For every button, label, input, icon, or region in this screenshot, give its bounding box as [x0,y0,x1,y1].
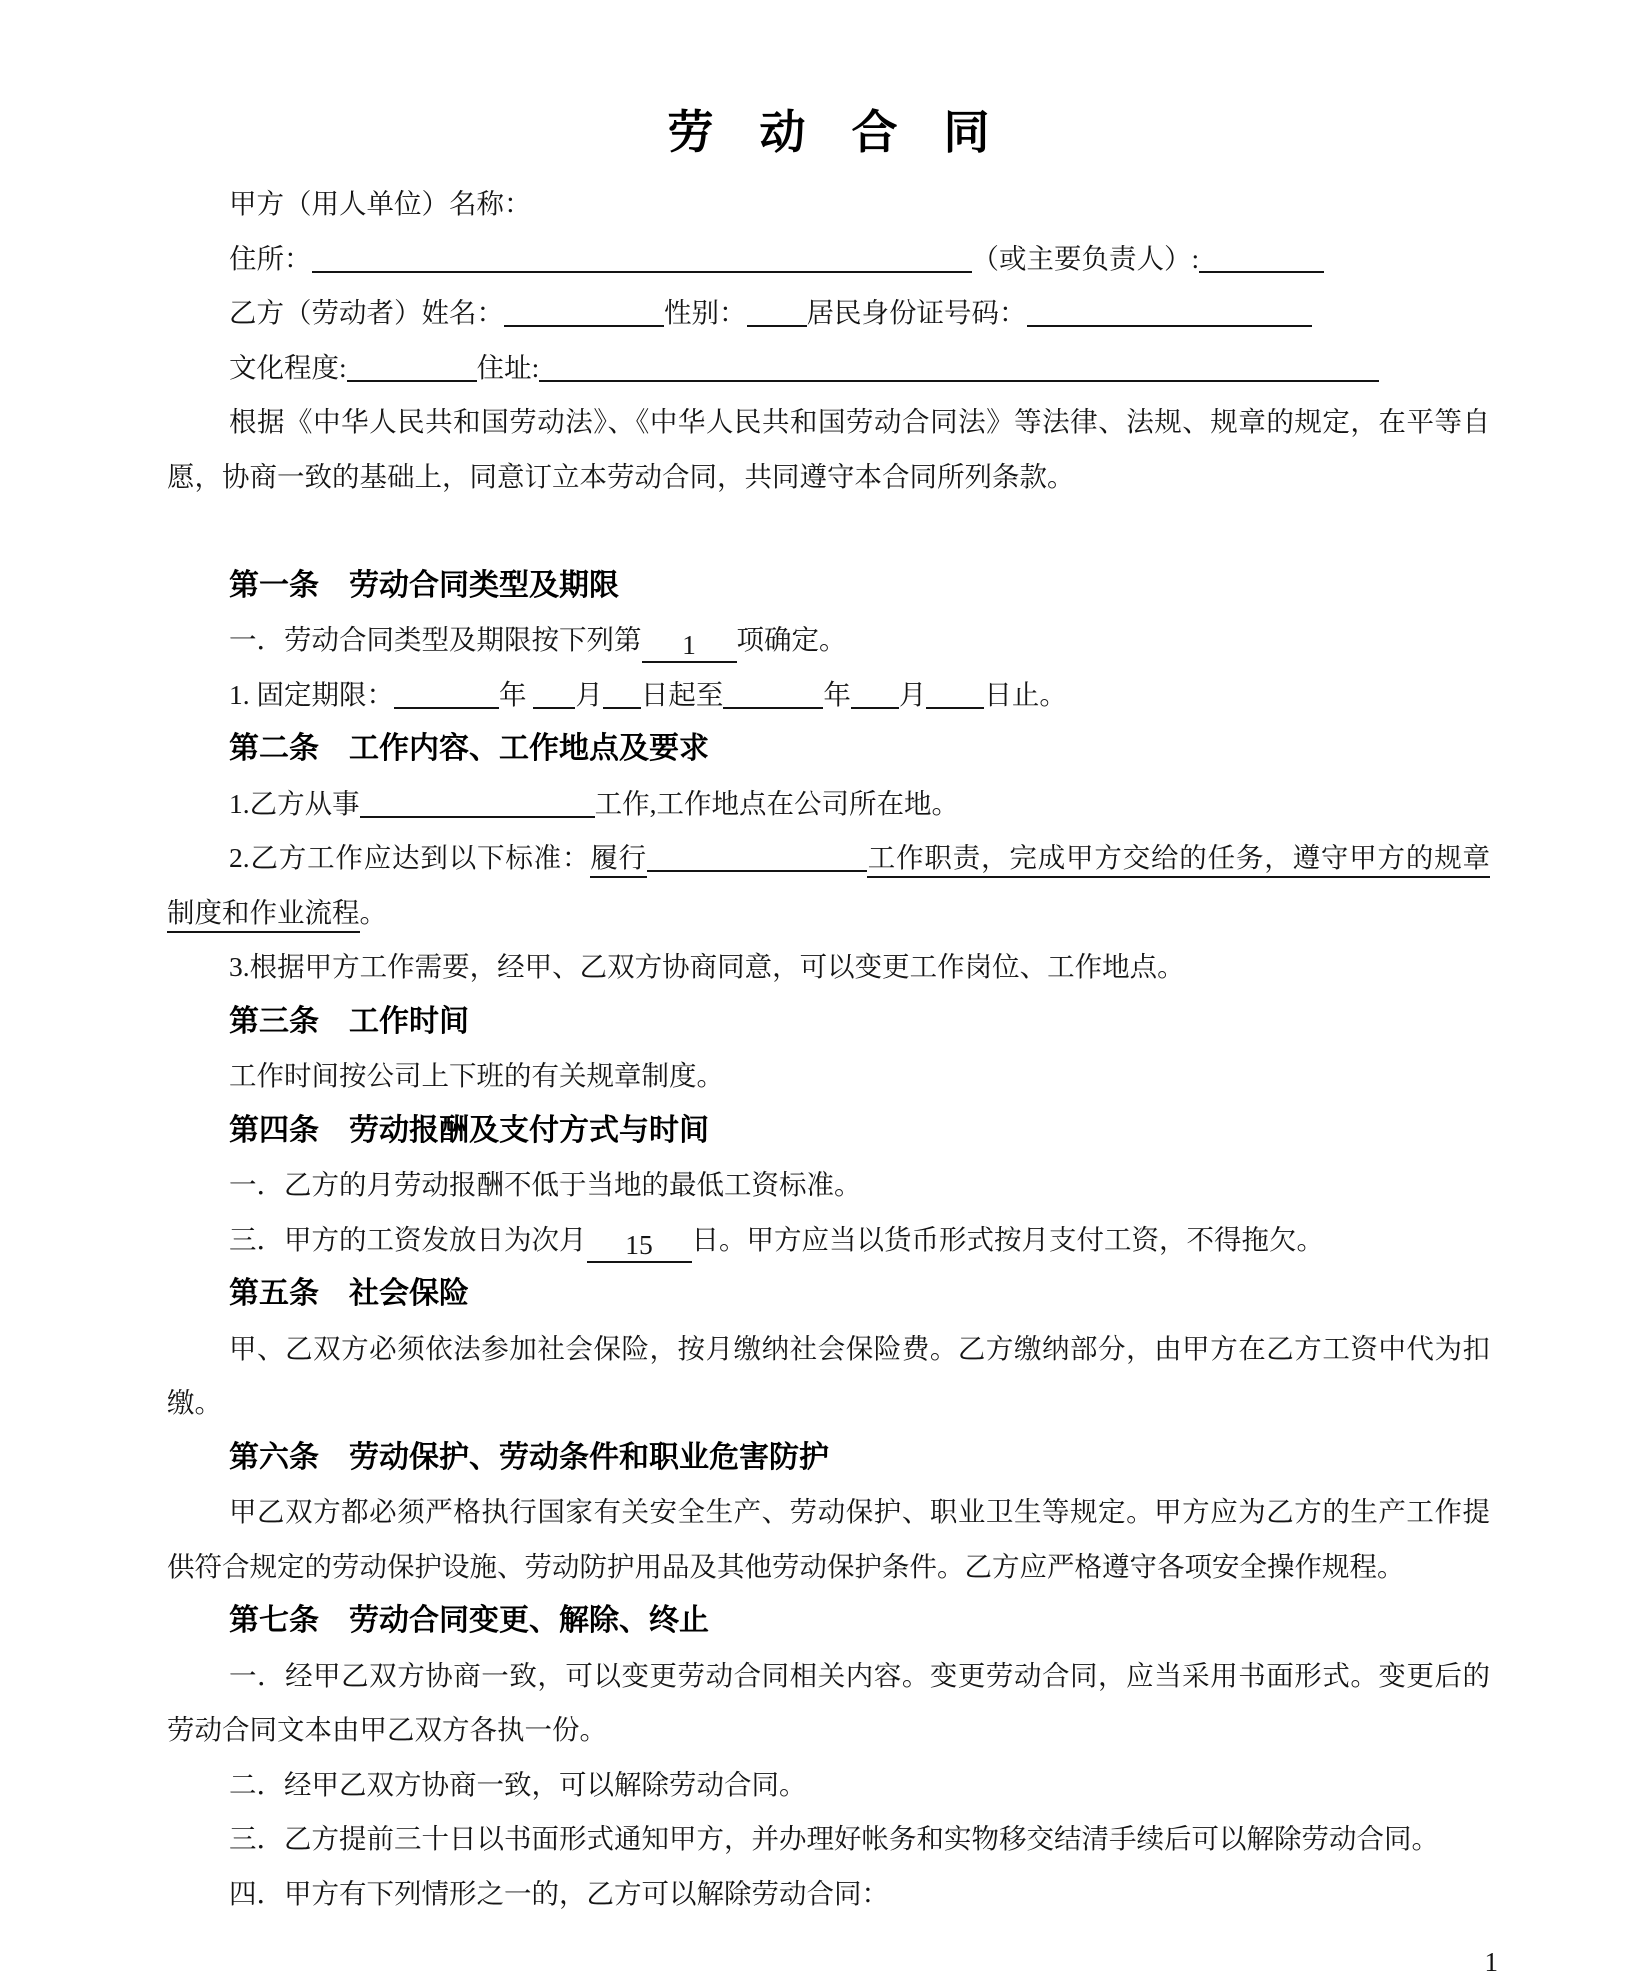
blank-field[interactable] [747,291,807,327]
field-line [167,177,1490,232]
text-run: 愿，协商一致的基础上，同意订立本劳动合同，共同遵守本合同所列条款。 [167,460,1075,492]
text-run: 年 [499,678,534,710]
text-line [167,940,1490,995]
blank-field[interactable] [926,673,984,709]
text-run: 1. 固定期限： [229,678,394,710]
text-line [167,886,1490,941]
text-line [167,1540,1490,1595]
text-line [167,1485,1490,1540]
blank-field[interactable] [533,673,575,709]
text-run: 工作,工作地点在公司所在地。 [594,787,959,819]
section-heading [167,1104,1490,1159]
text-run: 第一条 劳动合同类型及期限 [229,568,619,602]
blank-field[interactable] [347,346,477,382]
section-heading [167,1431,1490,1486]
text-line [167,1867,1490,1922]
blank-line [167,504,1490,559]
blank-field[interactable] [647,836,867,872]
text-run: 根据《中华人民共和国劳动法》、《中华人民共和国劳动合同法》等法律、法规、规章的规定，在平等自 [229,406,1490,437]
text-run: 第五条 社会保险 [229,1277,469,1310]
contract-lines [167,177,1490,1921]
blank-field[interactable] [603,673,641,709]
text-run: 居民身份证号码： [806,297,1027,328]
text-run: 甲方（用人单位）名称： [229,188,532,219]
field-line [167,232,1490,287]
text-run: 性别： [664,297,747,328]
text-run: 住所： [229,242,312,274]
blank-field[interactable] [723,673,823,709]
text-line [167,395,1490,450]
text-run: 一．经甲乙双方协商一致，可以变更劳动合同相关内容。变更劳动合同，应当采用书面形式。变更后的 [229,1659,1490,1691]
text-run: 日。甲方应当以货币形式按月支付工资，不得拖欠。 [691,1223,1324,1255]
text-run: 工作时间按公司上下班的有关规章制度。 [229,1060,724,1091]
text-run: （或主要负责人）: [971,242,1200,274]
text-run: 1.乙方从事 [229,787,360,819]
text-run: 第六条 劳动保护、劳动条件和职业危害防护 [229,1440,829,1474]
text-run: 缴。 [167,1387,222,1418]
text-run: 甲乙双方都必须严格执行国家有关安全生产、劳动保护、职业卫生等规定。甲方应为乙方的生产工作提 [229,1496,1490,1527]
page-title: 劳 动 合 同 [667,107,990,158]
text-run: 文化程度: [229,351,347,383]
text-run: 月 [575,678,603,710]
text-run: 第二条 工作内容、工作地点及要求 [229,732,709,765]
text-run: 2.乙方工作应达到以下标准： [229,842,591,873]
filled-blank-field[interactable]: 1 [642,627,737,663]
text-line [167,1213,1490,1268]
text-line [167,1322,1490,1377]
page-number: 1 [1484,1947,1498,1977]
text-run: 三．乙方提前三十日以书面形式通知甲方，并办理好帐务和实物移交结清手续后可以解除劳动合同。 [229,1823,1439,1854]
underlined-text-run: 制度和作业流程 [167,897,360,933]
text-run: 一．乙方的月劳动报酬不低于当地的最低工资标准。 [229,1169,862,1200]
section-heading [167,722,1490,777]
filled-blank-field[interactable]: 15 [587,1227,692,1263]
text-run: 。 [359,896,387,928]
blank-field[interactable] [539,346,1379,382]
text-run: 四．甲方有下列情形之一的，乙方可以解除劳动合同： [229,1877,889,1909]
blank-field[interactable] [312,237,972,273]
text-line [167,1812,1490,1867]
text-run: 二．经甲乙双方协商一致，可以解除劳动合同。 [229,1768,807,1800]
blank-field[interactable] [851,673,899,709]
section-heading [167,1267,1490,1322]
text-run: 日止。 [984,678,1067,710]
text-line [167,1758,1490,1813]
section-heading [167,559,1490,614]
text-line [167,1649,1490,1704]
text-run: 甲、乙双方必须依法参加社会保险，按月缴纳社会保险费。乙方缴纳部分，由甲方在乙方工资中代为扣 [229,1332,1490,1364]
text-run: 第三条 工作时间 [229,1004,469,1038]
blank-field[interactable] [1199,237,1324,273]
text-run: 劳动合同文本由甲乙双方各执一份。 [167,1714,607,1745]
text-run: 日起至 [640,678,724,710]
blank-field[interactable] [394,673,499,709]
section-heading [167,995,1490,1050]
text-line [167,1158,1490,1213]
underlined-text-run: 履行 [590,842,647,878]
text-run: 三．甲方的工资发放日为次月 [229,1223,587,1255]
text-line [167,668,1490,723]
blank-field[interactable] [504,291,664,327]
text-line [167,831,1490,886]
text-line [167,613,1490,668]
text-run: 3.根据甲方工作需要，经甲、乙双方协商同意，可以变更工作岗位、工作地点。 [229,951,1185,982]
text-run: 住址: [476,351,540,383]
text-run: 第七条 劳动合同变更、解除、终止 [229,1604,709,1637]
text-line [167,1049,1490,1104]
text-run: 月 [898,678,927,710]
text-run: 第四条 劳动报酬及支付方式与时间 [229,1113,709,1147]
underlined-text-run: 工作职责，完成甲方交给的任务，遵守甲方的规章 [867,842,1490,878]
text-line [167,1703,1490,1758]
text-line [167,777,1490,832]
field-line [167,286,1490,341]
blank-field[interactable] [360,782,595,818]
blank-field[interactable] [1027,291,1312,327]
text-run: 一．劳动合同类型及期限按下列第 [229,624,642,655]
document-body [167,95,1490,1921]
field-line [167,341,1490,396]
text-run: 项确定。 [736,624,847,655]
section-heading [167,1594,1490,1649]
text-line [167,450,1490,505]
text-run: 供符合规定的劳动保护设施、劳动防护用品及其他劳动保护条件。乙方应严格遵守各项安全操作规程。 [167,1550,1405,1582]
text-run: 乙方（劳动者）姓名： [229,297,504,328]
text-run: 年 [823,678,851,710]
text-line [167,1376,1490,1431]
